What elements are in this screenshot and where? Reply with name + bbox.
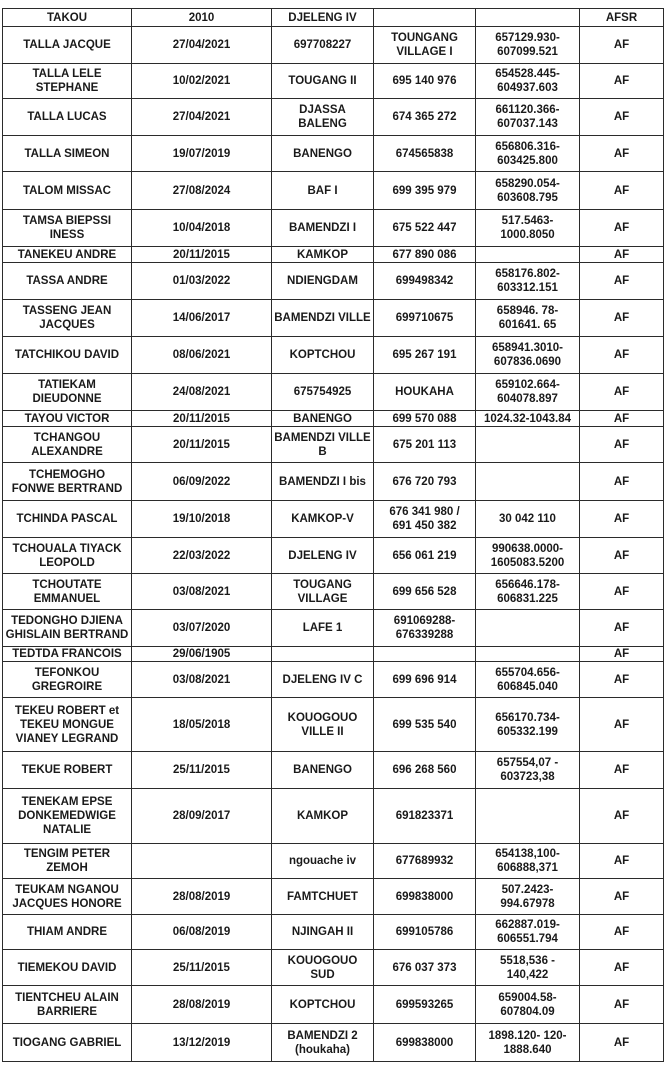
name-cell: TCHOUALA TIYACK LEOPOLD [3,538,132,574]
table-row [3,1024,664,1062]
locality-cell: 697708227 [272,27,374,64]
locality-cell: KOUOGOUO VILLE II [272,698,374,752]
phone-cell: 674565838 [374,136,476,172]
table-row [3,574,664,610]
coordinates-cell: 1898.120- 120- 1888.640 [476,1024,580,1062]
locality-cell: TOUGANG VILLAGE [272,574,374,610]
header-cell-col4 [374,9,476,27]
locality-cell: BAMENDZI I [272,210,374,247]
date-cell [132,844,272,879]
status-cell: AF [580,915,664,950]
name-cell: TALLA LELE STEPHANE [3,64,132,99]
locality-cell: BANENGO [272,411,374,427]
phone-cell: 699838000 [374,879,476,915]
table-row [3,647,664,662]
locality-cell: KAMKOP [272,247,374,263]
coordinates-cell: 1024.32-1043.84 [476,411,580,427]
status-cell: AF [580,662,664,698]
date-cell: 20/11/2015 [132,247,272,263]
name-cell: TALOM MISSAC [3,172,132,210]
table-row [3,427,664,463]
table-row [3,844,664,879]
table-body [3,9,664,1062]
phone-cell: 699710675 [374,300,476,337]
date-cell: 19/07/2019 [132,136,272,172]
table-row [3,789,664,844]
phone-cell: 656 061 219 [374,538,476,574]
status-cell: AF [580,27,664,64]
coordinates-cell: 662887.019- 606551.794 [476,915,580,950]
locality-cell: ngouache iv [272,844,374,879]
locality-cell: LAFE 1 [272,610,374,647]
coordinates-cell: 654138,100- 606888,371 [476,844,580,879]
name-cell: TASSA ANDRE [3,263,132,300]
name-cell: TAYOU VICTOR [3,411,132,427]
phone-cell: 676 720 793 [374,463,476,501]
locality-cell: DJELENG IV [272,538,374,574]
coordinates-cell [476,247,580,263]
locality-cell: KAMKOP [272,789,374,844]
locality-cell: BAMENDZI VILLE [272,300,374,337]
name-cell: TIEMEKOU DAVID [3,950,132,986]
phone-cell: 676 037 373 [374,950,476,986]
name-cell: TEKEU ROBERT et TEKEU MONGUE VIANEY LEGRAND [3,698,132,752]
date-cell: 10/02/2021 [132,64,272,99]
coordinates-cell: 30 042 110 [476,501,580,538]
phone-cell: 699 570 088 [374,411,476,427]
phone-cell: TOUNGANG VILLAGE I [374,27,476,64]
phone-cell: 699 535 540 [374,698,476,752]
header-cell-name: TAKOU [3,9,132,27]
table-row [3,374,664,411]
coordinates-cell [476,610,580,647]
locality-cell: NDIENGDAM [272,263,374,300]
phone-cell: 695 140 976 [374,64,476,99]
coordinates-cell: 655704.656- 606845.040 [476,662,580,698]
locality-cell: FAMTCHUET [272,879,374,915]
name-cell: TATIEKAM DIEUDONNE [3,374,132,411]
date-cell: 28/08/2019 [132,986,272,1024]
status-cell: AF [580,698,664,752]
locality-cell: DJASSA BALENG [272,99,374,136]
locality-cell: BAF I [272,172,374,210]
name-cell: TANEKEU ANDRE [3,247,132,263]
locality-cell: NJINGAH II [272,915,374,950]
name-cell: THIAM ANDRE [3,915,132,950]
status-cell: AF [580,950,664,986]
coordinates-cell: 990638.0000- 1605083.5200 [476,538,580,574]
date-cell: 28/09/2017 [132,789,272,844]
table-row [3,501,664,538]
phone-cell: 674 365 272 [374,99,476,136]
status-cell: AF [580,64,664,99]
status-cell: AF [580,647,664,662]
status-cell: AF [580,411,664,427]
locality-cell: BAMENDZI VILLE B [272,427,374,463]
date-cell: 03/08/2021 [132,574,272,610]
name-cell: TEUKAM NGANOU JACQUES HONORE [3,879,132,915]
date-cell: 01/03/2022 [132,263,272,300]
table-row [3,300,664,337]
table-row [3,27,664,64]
name-cell: TENGIM PETER ZEMOH [3,844,132,879]
date-cell: 24/08/2021 [132,374,272,411]
locality-cell: KAMKOP-V [272,501,374,538]
phone-cell: 691823371 [374,789,476,844]
locality-cell: KOPTCHOU [272,337,374,374]
table-row [3,879,664,915]
status-cell: AF [580,752,664,789]
status-cell: AF [580,844,664,879]
phone-cell: 675 201 113 [374,427,476,463]
status-cell: AF [580,172,664,210]
date-cell: 10/04/2018 [132,210,272,247]
name-cell: TAMSA BIEPSSI INESS [3,210,132,247]
table-row [3,950,664,986]
date-cell: 06/08/2019 [132,915,272,950]
status-cell: AF [580,1024,664,1062]
table-row [3,136,664,172]
coordinates-cell [476,463,580,501]
phone-cell: 677689932 [374,844,476,879]
table-row [3,915,664,950]
status-cell: AF [580,986,664,1024]
phone-cell: 699593265 [374,986,476,1024]
status-cell: AF [580,337,664,374]
date-cell: 06/09/2022 [132,463,272,501]
table-row [3,986,664,1024]
coordinates-cell: 658946. 78- 601641. 65 [476,300,580,337]
name-cell: TEKUE ROBERT [3,752,132,789]
date-cell: 20/11/2015 [132,427,272,463]
name-cell: TASSENG JEAN JACQUES [3,300,132,337]
table-row [3,337,664,374]
header-row [3,9,664,27]
locality-cell: DJELENG IV C [272,662,374,698]
status-cell: AF [580,247,664,263]
date-cell: 13/12/2019 [132,1024,272,1062]
status-cell: AF [580,610,664,647]
status-cell: AF [580,789,664,844]
coordinates-cell: 658176.802- 603312.151 [476,263,580,300]
phone-cell: 699498342 [374,263,476,300]
status-cell: AF [580,210,664,247]
date-cell: 03/07/2020 [132,610,272,647]
phone-cell: 676 341 980 / 691 450 382 [374,501,476,538]
name-cell: TALLA JACQUE [3,27,132,64]
coordinates-cell: 658941.3010- 607836.0690 [476,337,580,374]
name-cell: TIOGANG GABRIEL [3,1024,132,1062]
date-cell: 28/08/2019 [132,879,272,915]
name-cell: TEDONGHO DJIENA GHISLAIN BERTRAND [3,610,132,647]
table-row [3,210,664,247]
phone-cell: 699 395 979 [374,172,476,210]
name-cell: TALLA SIMEON [3,136,132,172]
date-cell: 18/05/2018 [132,698,272,752]
phone-cell: 699838000 [374,1024,476,1062]
table-row [3,463,664,501]
header-cell-locality: DJELENG IV [272,9,374,27]
phone-cell: 699 696 914 [374,662,476,698]
coordinates-cell: 517.5463- 1000.8050 [476,210,580,247]
header-cell-date: 2010 [132,9,272,27]
name-cell: TATCHIKOU DAVID [3,337,132,374]
coordinates-cell: 656170.734- 605332.199 [476,698,580,752]
status-cell: AF [580,136,664,172]
phone-cell: 677 890 086 [374,247,476,263]
name-cell: TCHEMOGHO FONWE BERTRAND [3,463,132,501]
name-cell: TIENTCHEU ALAIN BARRIERE [3,986,132,1024]
coordinates-cell: 658290.054- 603608.795 [476,172,580,210]
table-row [3,662,664,698]
phone-cell: HOUKAHA [374,374,476,411]
phone-cell [374,647,476,662]
name-cell: TEFONKOU GREGROIRE [3,662,132,698]
table-row [3,411,664,427]
locality-cell: BAMENDZI 2 (houkaha) [272,1024,374,1062]
coordinates-cell [476,789,580,844]
coordinates-cell: 5518,536 - 140,422 [476,950,580,986]
coordinates-cell: 659102.664- 604078.897 [476,374,580,411]
table-row [3,538,664,574]
date-cell: 22/03/2022 [132,538,272,574]
phone-cell: 675 522 447 [374,210,476,247]
locality-cell: BANENGO [272,136,374,172]
table-row [3,263,664,300]
table-row [3,172,664,210]
coordinates-cell: 656646.178- 606831.225 [476,574,580,610]
status-cell: AF [580,463,664,501]
locality-cell: TOUGANG II [272,64,374,99]
date-cell: 27/08/2024 [132,172,272,210]
status-cell: AF [580,538,664,574]
status-cell: AF [580,574,664,610]
coordinates-cell: 656806.316- 603425.800 [476,136,580,172]
table-row [3,698,664,752]
status-cell: AF [580,879,664,915]
name-cell: TCHOUTATE EMMANUEL [3,574,132,610]
date-cell: 25/11/2015 [132,752,272,789]
status-cell: AF [580,374,664,411]
date-cell: 20/11/2015 [132,411,272,427]
date-cell: 27/04/2021 [132,99,272,136]
date-cell: 25/11/2015 [132,950,272,986]
records-table [2,8,664,1062]
name-cell: TEDTDA FRANCOIS [3,647,132,662]
phone-cell: 695 267 191 [374,337,476,374]
phone-cell: 691069288- 676339288 [374,610,476,647]
name-cell: TCHANGOU ALEXANDRE [3,427,132,463]
locality-cell: KOPTCHOU [272,986,374,1024]
coordinates-cell: 661120.366- 607037.143 [476,99,580,136]
phone-cell: 699 656 528 [374,574,476,610]
name-cell: TALLA LUCAS [3,99,132,136]
phone-cell: 699105786 [374,915,476,950]
status-cell: AF [580,427,664,463]
header-cell-status: AFSR [580,9,664,27]
locality-cell: BANENGO [272,752,374,789]
status-cell: AF [580,501,664,538]
date-cell: 08/06/2021 [132,337,272,374]
coordinates-cell [476,427,580,463]
coordinates-cell: 654528.445- 604937.603 [476,64,580,99]
name-cell: TCHINDA PASCAL [3,501,132,538]
name-cell: TENEKAM EPSE DONKEMEDWIGE NATALIE [3,789,132,844]
phone-cell: 696 268 560 [374,752,476,789]
status-cell: AF [580,263,664,300]
table-row [3,99,664,136]
date-cell: 29/06/1905 [132,647,272,662]
locality-cell [272,647,374,662]
locality-cell: KOUOGOUO SUD [272,950,374,986]
date-cell: 27/04/2021 [132,27,272,64]
coordinates-cell: 507.2423- 994.67978 [476,879,580,915]
table-row [3,610,664,647]
table-row [3,752,664,789]
date-cell: 03/08/2021 [132,662,272,698]
coordinates-cell: 657554,07 - 603723,38 [476,752,580,789]
table-row [3,64,664,99]
locality-cell: 675754925 [272,374,374,411]
status-cell: AF [580,99,664,136]
coordinates-cell: 657129.930- 607099.521 [476,27,580,64]
locality-cell: BAMENDZI I bis [272,463,374,501]
coordinates-cell [476,647,580,662]
date-cell: 19/10/2018 [132,501,272,538]
header-cell-col5 [476,9,580,27]
table-row [3,247,664,263]
coordinates-cell: 659004.58- 607804.09 [476,986,580,1024]
date-cell: 14/06/2017 [132,300,272,337]
status-cell: AF [580,300,664,337]
